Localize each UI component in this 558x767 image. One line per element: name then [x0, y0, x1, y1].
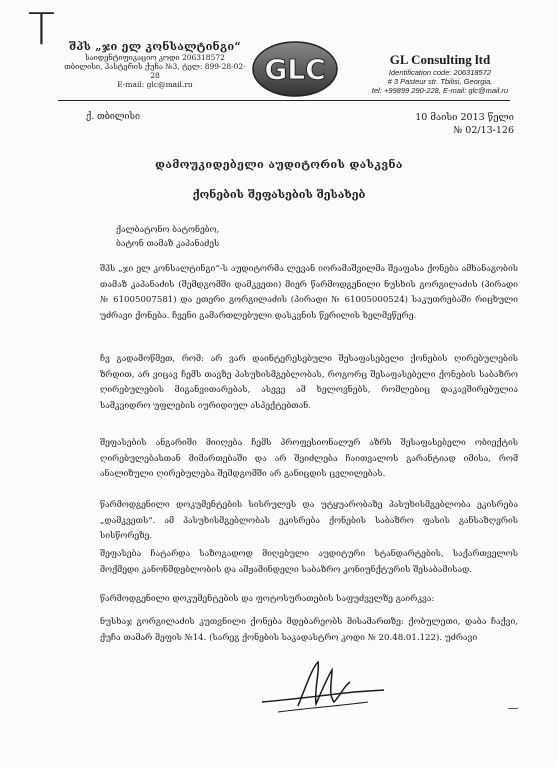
paragraph-2: ჩვ გადამოწმეთ, რომ: არ ვარ დაინტერესებული შესაფასებელი ქონების ღირებულების ზრდით, არ ვიცავ ჩემს თავზე პასუხისმგებლობას, როგორც შესაფასებელი ქონების საბაზრო ღირებულების მიგანვითარებას, ასევე ამ ხელოვნებს, რომლებიც დაკავშირებულია სამკვიდრო უფლების იურიდიულ ასპექტებთან.	[100, 354, 518, 411]
company-name-georgian: შპს „ჯი ელ კონსალტინგი“	[68, 40, 242, 53]
signature	[258, 656, 388, 718]
margin-mark: T	[28, 4, 55, 55]
paragraph-6: წარმოდგენილი დოკუმენტების და ფოტოსურათების საფუძველზე გაირკვა:	[100, 594, 435, 604]
paragraph-3: შეფასების ანგარიში მიიღება ჩემს პროფესიონალურ აზრს შესაფასებელი ობიექტის ღირებულებასთან მიმართებაში და არ შეიძლება ჩაითვალოს გარანტიად იმისა, რომ ანალიზული ღირებულება შემდგომში არ განიცდის ცვლილებას.	[100, 438, 518, 479]
company-address-georgian: თბილისი, პასტერის ქუჩა №3, ტელ: 899-28-02-28	[64, 62, 246, 80]
company-id-english: Identification code: 206318572	[388, 68, 492, 77]
document-title: დამოუკიდებელი აუდიტორის დასკვნა	[155, 158, 403, 171]
letterhead-english	[340, 52, 540, 95]
company-id-georgian: საიდენტიფიკაციო კოდი 206318572	[85, 53, 225, 62]
city: ქ. თბილისი	[86, 112, 141, 122]
letter-date: 10 მაისი 2013 წელი	[415, 112, 514, 123]
company-name-english: GL Consulting ltd	[389, 52, 491, 67]
salutation-line-1: ქალბატონო ბატონებო,	[116, 225, 220, 235]
salutation-line-2: ბატონ თამაზ კაპანაძეს	[116, 239, 220, 249]
paragraph-5: შეფასება ჩატარდა საზოგადოდ მიღებული აუდიტური სტანდარტების, საქართველოს მოქმედი კანონმდებლობის და ამჟამინდელი საბაზრო კონიუნქტურის შესაბამისად.	[100, 549, 518, 575]
glc-logo	[251, 40, 339, 98]
company-address-english: # 3 Pasteur str. Tbilisi, Georgia,	[387, 77, 493, 86]
paragraph-7: ნუსხაჯ გორგილაძის კუთვნილი ქონება მდებარეობს მისამართზე: ქობულეთი, დაბა ჩაქვი, ქუჩა თამარ მეფის №14. (სარეგ ქონების საკადასტრო კოდი № 20.48.01.122). უძრავი	[100, 617, 518, 643]
paragraph-1: შპს „ჯი ელ კონსალტინგი“-ს აუდიტორმა ლევან იორამაშვილმა შეაფასა ქონება ამხანაგობის თამაზ კაპანაძის (შემდგომში დამკვეთი) მიერ წარმოდგენილი ნუსხის გორგილაძის (პირადი № 61005007581) და ეთერი გორგილაძის (პირადი № 61005000524) საკუთრებაში რიცხული უძრავი ქონება. ჩვენი გამართლებული დასკვნის წერილის ხელმეწერე.	[100, 264, 518, 321]
company-phone-english: tel: +99899 290-228, E-mail: glc@mail.ru	[371, 86, 509, 95]
header-divider	[58, 100, 510, 101]
reference-number: № 02/13-126	[453, 125, 514, 136]
date-block	[392, 111, 514, 137]
paragraph-4: წარმოდგენილი დოკუმენტების სისრულეს და უტყუარობაზე პასუხისმგებლობა ეკისრება „დამკვეთს“. ამ პასუხისმგებლობას ეკისრება ქონების საბაზრო ფასის განსაზღვრის სისწორეზე.	[100, 500, 518, 541]
salutation	[116, 223, 219, 251]
document-subtitle: ქონების შეფასების შესახებ	[192, 188, 366, 201]
company-email-georgian: E-mail: glc@mail.ru	[117, 80, 193, 89]
logo-text: GLC	[264, 53, 326, 86]
letterhead-georgian	[60, 40, 250, 89]
page-mark	[508, 708, 518, 709]
